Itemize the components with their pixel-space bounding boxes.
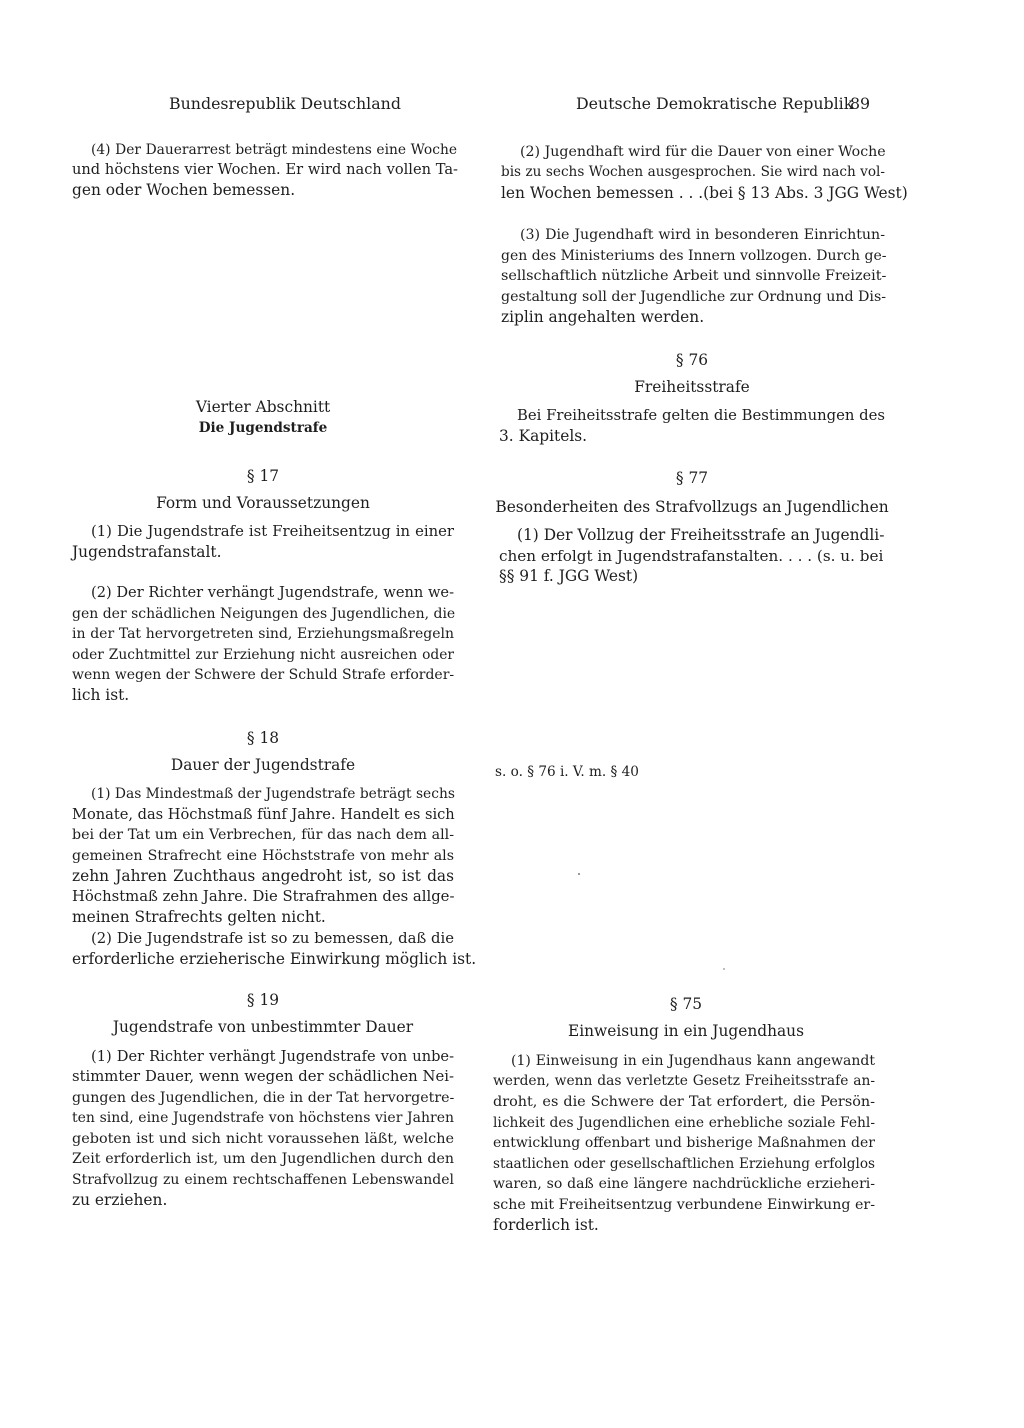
s17-p2-line: in der Tat hervorgetreten sind, Erziehungsmaßregeln <box>72 626 454 642</box>
s17-p2-line: oder Zuchtmittel zur Erziehung nicht ausreichen oder <box>72 647 454 663</box>
scan-speck <box>723 968 725 970</box>
s19-p1-line: gungen des Jugendlichen, die in der Tat hervorgetre- <box>72 1090 455 1106</box>
s19-p1-line: geboten ist und sich nicht voraussehen läßt, welche <box>72 1131 454 1147</box>
s77-p1-line: §§ 91 f. JGG West) <box>499 567 639 585</box>
s75-p1-line: werden, wenn das verletzte Gesetz Freiheitsstrafe an- <box>493 1073 875 1089</box>
s17-title: Form und Voraussetzungen <box>156 494 370 512</box>
s18-p2-line: (2) Die Jugendstrafe ist so zu bemessen, daß die <box>91 930 454 947</box>
section-title: Die Jugendstrafe <box>198 420 328 436</box>
s19-p1-line: zu erziehen. <box>72 1191 168 1209</box>
s19-p1-line: stimmter Dauer, wenn wegen der schädlichen Nei- <box>72 1068 454 1085</box>
s76-p-line: Bei Freiheitsstrafe gelten die Bestimmungen des <box>517 407 885 424</box>
s17-number: § 17 <box>246 467 280 485</box>
s77-p1-line: chen erfolgt in Jugendstrafanstalten. . . . (s. u. bei <box>499 547 884 565</box>
s17-p2-line: (2) Der Richter verhängt Jugendstrafe, wenn we- <box>91 584 454 601</box>
s17-p1-line: (1) Die Jugendstrafe ist Freiheitsentzug in einer <box>91 523 454 540</box>
s76-p-line: 3. Kapitels. <box>499 427 588 445</box>
header-left-title: Bundesrepublik Deutschland <box>169 94 401 113</box>
page-number: 89 <box>850 94 871 113</box>
s77-number: § 77 <box>675 469 709 487</box>
right-p2-line: bis zu sechs Wochen ausgesprochen. Sie wird nach vol- <box>501 164 885 180</box>
s18-p1-line: meinen Strafrechts gelten nicht. <box>72 908 326 926</box>
s18-p1-line: zehn Jahren Zuchthaus angedroht ist, so ist das <box>72 867 454 885</box>
s19-p1-line: ten sind, eine Jugendstrafe von höchstens vier Jahren <box>72 1110 454 1126</box>
scan-speck <box>578 873 580 875</box>
s75-p1-line: sche mit Freiheitsentzug verbundene Einwirkung er- <box>493 1197 875 1213</box>
s19-number: § 19 <box>246 991 280 1009</box>
section-heading: Vierter Abschnitt <box>195 398 331 416</box>
left-p4-line: gen oder Wochen bemessen. <box>72 181 296 199</box>
s76-number: § 76 <box>675 351 709 369</box>
left-p4-line: und höchstens vier Wochen. Er wird nach vollen Ta- <box>72 161 458 178</box>
s19-p1-line: Zeit erforderlich ist, um den Jugendlichen durch den <box>72 1151 454 1167</box>
cross-reference-note: s. o. § 76 i. V. m. § 40 <box>495 764 639 780</box>
s77-p1-line: (1) Der Vollzug der Freiheitsstrafe an Jugendli- <box>517 526 885 544</box>
s17-p2-line: lich ist. <box>72 686 130 704</box>
s75-p1-line: waren, so daß eine längere nachdrückliche erzieheri- <box>493 1176 875 1192</box>
s17-p1-line: Jugendstrafanstalt. <box>72 543 222 561</box>
s75-p1-line: staatlichen oder gesellschaftlichen Erziehung erfolglos <box>493 1156 875 1172</box>
left-p4-line: (4) Der Dauerarrest beträgt mindestens eine Woche <box>91 142 457 158</box>
s18-number: § 18 <box>246 729 280 747</box>
s18-p2-line: erforderliche erzieherische Einwirkung möglich ist. <box>72 950 477 968</box>
right-p3-line: (3) Die Jugendhaft wird in besonderen Einrichtun- <box>520 227 885 243</box>
s18-p1-line: Höchstmaß zehn Jahre. Die Strafrahmen des allge- <box>72 888 455 905</box>
s77-title: Besonderheiten des Strafvollzugs an Jugendlichen <box>495 498 889 516</box>
s75-p1-line: lichkeit des Jugendlichen eine erhebliche soziale Fehl- <box>493 1115 875 1131</box>
right-p2-line: (2) Jugendhaft wird für die Dauer von einer Woche <box>520 144 886 160</box>
s75-number: § 75 <box>669 995 703 1013</box>
s19-title: Jugendstrafe von unbestimmter Dauer <box>112 1018 414 1036</box>
s18-title: Dauer der Jugendstrafe <box>170 756 356 774</box>
s75-p1-line: entwicklung offenbart und bisherige Maßnahmen der <box>493 1135 875 1151</box>
header-right-title: Deutsche Demokratische Republik <box>576 94 854 113</box>
right-p2-line: len Wochen bemessen . . .(bei § 13 Abs. 3 JGG West) <box>501 184 908 202</box>
s18-p1-line: bei der Tat um ein Verbrechen, für das nach dem all- <box>72 827 454 843</box>
right-p3-line: gen des Ministeriums des Innern vollzogen. Durch ge- <box>501 248 887 264</box>
s18-p1-line: Monate, das Höchstmaß fünf Jahre. Handelt es sich <box>72 806 455 823</box>
right-p3-line: gestaltung soll der Jugendliche zur Ordnung und Dis- <box>501 289 887 305</box>
s18-p1-line: (1) Das Mindestmaß der Jugendstrafe beträgt sechs <box>91 786 455 802</box>
s75-p1-line: droht, es die Schwere der Tat erfordert, die Persön- <box>493 1094 875 1110</box>
s76-title: Freiheitsstrafe <box>634 378 750 396</box>
s17-p2-line: wenn wegen der Schwere der Schuld Strafe erforder- <box>72 667 455 683</box>
s17-p2-line: gen der schädlichen Neigungen des Jugendlichen, die <box>72 606 456 622</box>
s18-p1-line: gemeinen Strafrecht eine Höchststrafe von mehr als <box>72 848 454 864</box>
s19-p1-line: (1) Der Richter verhängt Jugendstrafe von unbe- <box>91 1048 454 1065</box>
s75-title: Einweisung in ein Jugendhaus <box>567 1022 804 1040</box>
right-p3-line: ziplin angehalten werden. <box>501 308 705 326</box>
right-p3-line: sellschaftlich nützliche Arbeit und sinnvolle Freizeit- <box>501 268 887 284</box>
s75-p1-line: forderlich ist. <box>493 1216 599 1234</box>
s19-p1-line: Strafvollzug zu einem rechtschaffenen Lebenswandel <box>72 1172 454 1188</box>
s75-p1-line: (1) Einweisung in ein Jugendhaus kann angewandt <box>511 1053 875 1069</box>
